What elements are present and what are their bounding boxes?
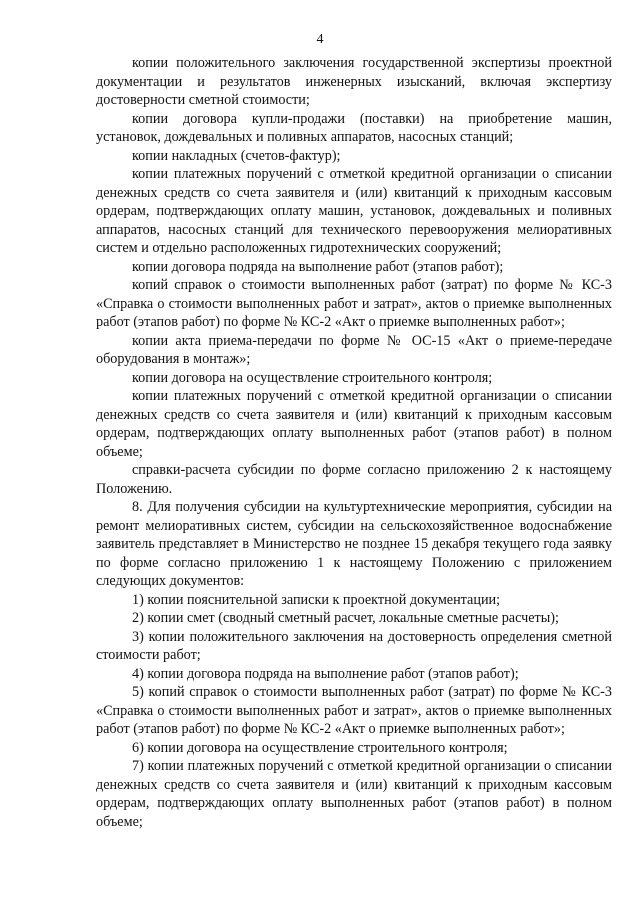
page-number: 4 <box>316 32 324 47</box>
paragraph-os15-copies: копии акта приема-передачи по форме № ОС-15 «Акт о приеме-передаче оборудования в монтаж»; <box>96 332 612 367</box>
paragraph-invoice-copies: копии накладных (счетов-фактур); <box>132 147 341 164</box>
paragraph-subsidy-calculation: справки-расчета субсидии по форме согласно приложению 2 к настоящему Положению. <box>96 462 612 497</box>
paragraph-payment-orders-equipment: копии платежных поручений с отметкой кредитной организации о списании денежных средств со счета заявителя и (или) квитанций к приходным кассовым ордерам, подтверждающих оплату машин, установок, дождевальных и поливных аппаратов, насосных станций для технического перевооружения мелиоративных систем и отдельно расположенных гидротехнических сооружений; <box>96 166 612 256</box>
paragraph-expertise-copies: копии положительного заключения государственной экспертизы проектной документации и результатов инженерных изысканий, включая экспертизу достоверности сметной стоимости; <box>96 55 612 108</box>
list-item-2: 2) копии смет (сводный сметный расчет, локальные сметные расчеты); <box>132 610 559 626</box>
document-body <box>96 54 612 831</box>
paragraph-ks3-ks2-copies: копий справок о стоимости выполненных работ (затрат) по форме № КС-3 «Справка о стоимости выполненных работ и затрат», актов о приемке выполненных работ (этапов работ) по форме № КС-2 «Акт о приемке выполненных работ»; <box>96 277 612 330</box>
list-item-1: 1) копии пояснительной записки к проектной документации; <box>132 591 501 608</box>
list-item-7: 7) копии платежных поручений с отметкой кредитной организации о списании денежных средств со счета заявителя и (или) квитанций к приходным кассовым ордерам, подтверждающих оплату выполненных работ (этапов работ) в полном объеме; <box>96 758 612 830</box>
paragraph-construction-control-copies: копии договора на осуществление строительного контроля; <box>132 369 493 386</box>
list-item-3: 3) копии положительного заключения на достоверность определения сметной стоимости работ; <box>96 628 612 663</box>
list-item-4: 4) копии договора подряда на выполнение работ (этапов работ); <box>132 665 519 682</box>
paragraph-contract-work-copies: копии договора подряда на выполнение работ (этапов работ); <box>132 258 504 275</box>
list-item-5: 5) копий справок о стоимости выполненных работ (затрат) по форме № КС-3 «Справка о стоимости выполненных работ и затрат», актов о приемке выполненных работ (этапов работ) по форме № КС-2 «Акт о приемке выполненных работ»; <box>96 684 612 737</box>
paragraph-clause-8: 8. Для получения субсидии на культуртехнические мероприятия, субсидии на ремонт мелиоративных систем, субсидии на сельскохозяйственное водоснабжение заявитель представляет в Министерство не позднее 15 декабря текущего года заявку по форме согласно приложению 1 к настоящему Положению с приложением следующих документов: <box>96 499 612 589</box>
paragraph-payment-orders-works: копии платежных поручений с отметкой кредитной организации о списании денежных средств со счета заявителя и (или) квитанций к приходным кассовым ордерам, подтверждающих оплату выполненных работ (этапов работ) в полном объеме; <box>96 388 612 460</box>
list-item-6: 6) копии договора на осуществление строительного контроля; <box>132 739 508 756</box>
paragraph-purchase-contract-copies: копии договора купли-продажи (поставки) на приобретение машин, установок, дождевальных и поливных аппаратов, насосных станций; <box>96 110 612 145</box>
